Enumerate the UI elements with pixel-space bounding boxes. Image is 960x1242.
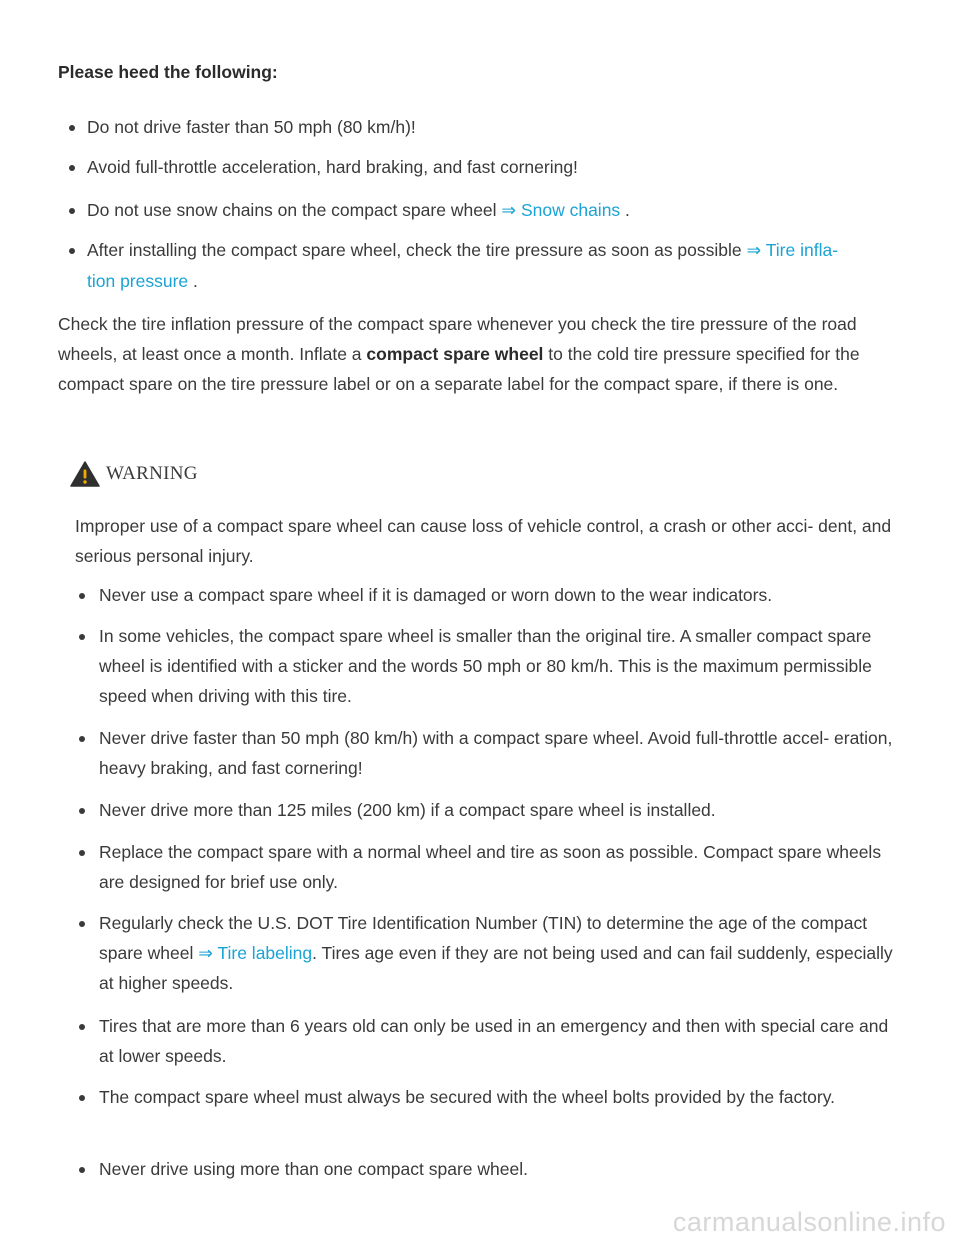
warning-title: WARNING bbox=[106, 463, 198, 484]
list-item-text: Avoid full-throttle acceleration, hard braking, and fast cornering! bbox=[87, 157, 578, 177]
list-item-text: Never use a compact spare wheel if it is damaged or worn down to the wear indicators. bbox=[99, 585, 773, 605]
list-item bbox=[99, 908, 899, 998]
list-item bbox=[99, 1082, 839, 1112]
section-heading: Please heed the following: bbox=[58, 62, 278, 82]
list-item bbox=[99, 1011, 899, 1071]
list-item-text: Never drive using more than one compact spare wheel. bbox=[99, 1159, 528, 1179]
list-item bbox=[99, 621, 899, 711]
list-item-text: Never drive faster than 50 mph (80 km/h) with a compact spare wheel. Avoid full-throttle accel- eration, heavy braking, and fast cornering! bbox=[99, 728, 893, 778]
bullet-dot bbox=[69, 208, 75, 214]
bullet-dot bbox=[79, 808, 85, 814]
paragraph-bold-term: compact spare wheel bbox=[366, 344, 544, 364]
bullet-dot bbox=[69, 165, 75, 171]
link-text-part[interactable]: ⇒ Tire infla- bbox=[746, 240, 839, 260]
link-text-part[interactable]: tion pressure bbox=[87, 271, 189, 291]
bullet-dot bbox=[79, 850, 85, 856]
bullet-dot bbox=[79, 1095, 85, 1101]
list-item bbox=[87, 152, 907, 183]
bullet-dot bbox=[79, 1024, 85, 1030]
list-item bbox=[99, 837, 899, 897]
list-item-text: The compact spare wheel must always be secured with the wheel bolts provided by the factory. bbox=[99, 1087, 836, 1107]
bullet-dot bbox=[79, 921, 85, 927]
paragraph-text: to the cold tire pressure specified for the compact spare on the tire pressure label or on a separate label for the compact spare, if there is one. bbox=[58, 344, 860, 394]
bullet-dot bbox=[79, 1167, 85, 1173]
list-item-text: Regularly check the U.S. DOT Tire Identification Number (TIN) to determine the age of the compact spare wheel bbox=[99, 913, 868, 963]
list-item-text-end: . Tires age even if they are not being used and can fail suddenly, especially at higher speeds. bbox=[99, 943, 893, 993]
list-item bbox=[99, 723, 899, 783]
list-item-text: Do not drive faster than 50 mph (80 km/h)! bbox=[87, 117, 416, 137]
list-item bbox=[99, 580, 899, 610]
warning-header bbox=[70, 459, 198, 489]
list-item bbox=[87, 195, 907, 226]
bullet-dot bbox=[79, 593, 85, 599]
list-item-text-end: . bbox=[193, 271, 198, 291]
tire-labeling-link[interactable]: ⇒ Tire labeling bbox=[198, 943, 313, 963]
warning-triangle-icon bbox=[70, 461, 100, 487]
list-item-text: Replace the compact spare with a normal wheel and tire as soon as possible. Compact spare wheels are designed for brief use only. bbox=[99, 842, 882, 892]
list-item-text: Never drive more than 125 miles (200 km) if a compact spare wheel is installed. bbox=[99, 800, 716, 820]
snow-chains-link[interactable]: ⇒ Snow chains bbox=[501, 200, 621, 220]
bullet-dot bbox=[79, 634, 85, 640]
bullet-dot bbox=[79, 736, 85, 742]
list-item bbox=[99, 795, 899, 825]
list-item bbox=[87, 112, 907, 143]
bullet-dot bbox=[69, 248, 75, 254]
warning-intro: Improper use of a compact spare wheel can cause loss of vehicle control, a crash or other acci- dent, and serious personal injury. bbox=[75, 516, 892, 566]
inflation-paragraph bbox=[58, 309, 918, 399]
bullet-dot bbox=[69, 125, 75, 131]
list-item-text-end: . bbox=[625, 200, 630, 220]
list-item-text: Tires that are more than 6 years old can only be used in an emergency and then with special care and at lower speeds. bbox=[99, 1016, 889, 1066]
paragraph-text: Check the tire inflation pressure of the compact spare whenever you check the tire pressure of the road wheels, at least once a month. Inflate a bbox=[58, 314, 857, 364]
watermark: carmanualsonline.info bbox=[672, 1207, 946, 1237]
list-item-text: After installing the compact spare wheel, check the tire pressure as soon as possible bbox=[87, 240, 742, 260]
list-item-text: Do not use snow chains on the compact spare wheel bbox=[87, 200, 497, 220]
list-item bbox=[87, 235, 907, 297]
list-item bbox=[99, 1154, 899, 1184]
list-item-text: In some vehicles, the compact spare wheel is smaller than the original tire. A smaller compact spare wheel is identified with a sticker and the words 50 mph or 80 km/h. This is the maximum permissible speed when driving with this tire. bbox=[99, 626, 872, 706]
